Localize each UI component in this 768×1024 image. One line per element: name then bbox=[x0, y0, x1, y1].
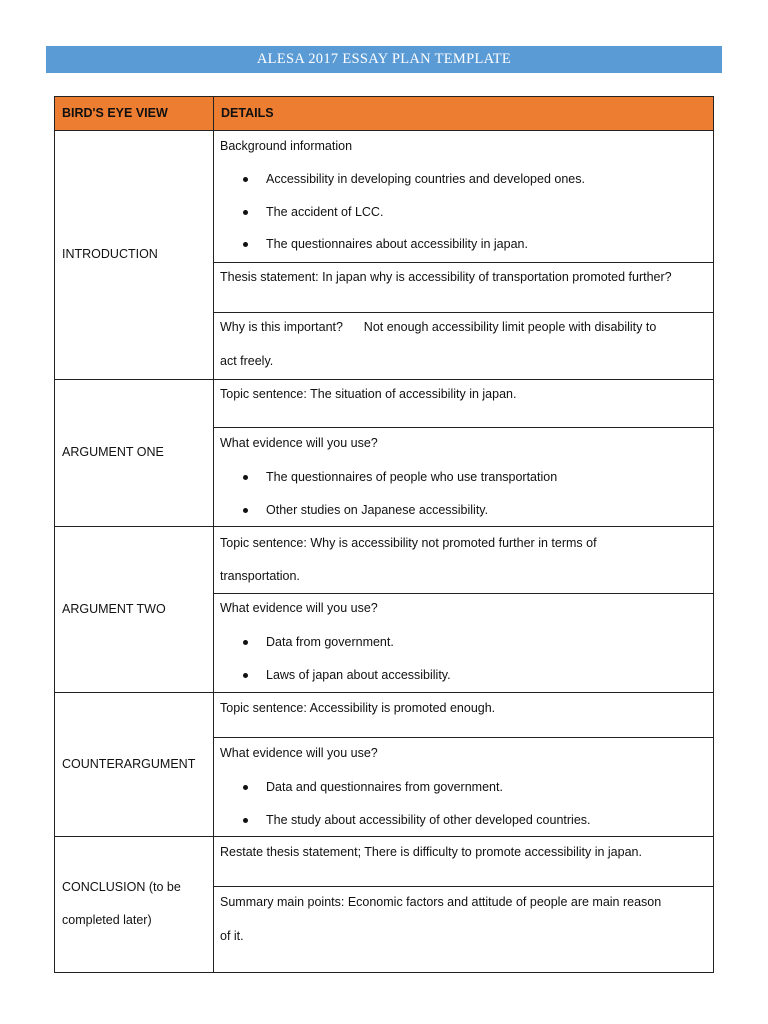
list-item: Other studies on Japanese accessibility. bbox=[266, 503, 489, 517]
restate-thesis: Restate thesis statement; There is difficulty to promote accessibility in japan. bbox=[220, 845, 642, 859]
section-label-argument-one: ARGUMENT ONE bbox=[62, 445, 164, 459]
section-label-conclusion-line-2: completed later) bbox=[62, 913, 152, 927]
thesis-statement: Thesis statement: In japan why is accessibility of transportation promoted further? bbox=[220, 270, 672, 284]
bullet-icon bbox=[243, 818, 248, 823]
bullet-icon bbox=[243, 640, 248, 645]
column-divider bbox=[213, 96, 214, 973]
evidence-heading: What evidence will you use? bbox=[220, 436, 378, 450]
bullet-icon bbox=[243, 785, 248, 790]
list-item: The study about accessibility of other developed countries. bbox=[266, 813, 591, 827]
list-item: Laws of japan about accessibility. bbox=[266, 668, 451, 682]
section-label-counterargument: COUNTERARGUMENT bbox=[62, 757, 196, 771]
summary-line-1: Summary main points: Economic factors and attitude of people are main reason bbox=[220, 895, 662, 909]
bullet-icon bbox=[243, 242, 248, 247]
importance-line-2: act freely. bbox=[220, 354, 274, 368]
bullet-icon bbox=[243, 177, 248, 182]
evidence-heading: What evidence will you use? bbox=[220, 746, 378, 760]
section-label-argument-two: ARGUMENT TWO bbox=[62, 602, 166, 616]
table-header-row bbox=[54, 96, 714, 131]
bullet-icon bbox=[243, 210, 248, 215]
list-item: Data and questionnaires from government. bbox=[266, 780, 503, 794]
importance-line-1: Why is this important? Not enough accessibility limit people with disability to bbox=[220, 320, 657, 334]
list-item: The accident of LCC. bbox=[266, 205, 384, 219]
bullet-icon bbox=[243, 475, 248, 480]
list-item: The questionnaires about accessibility in japan. bbox=[266, 237, 528, 251]
topic-sentence-line-2: transportation. bbox=[220, 569, 300, 583]
header-details: DETAILS bbox=[221, 106, 274, 120]
background-heading: Background information bbox=[220, 139, 353, 153]
section-label-conclusion-line-1: CONCLUSION (to be bbox=[62, 880, 181, 894]
topic-sentence-line-1: Topic sentence: Why is accessibility not promoted further in terms of bbox=[220, 536, 597, 550]
section-label-introduction: INTRODUCTION bbox=[62, 247, 158, 261]
topic-sentence: Topic sentence: The situation of accessibility in japan. bbox=[220, 387, 517, 401]
evidence-heading: What evidence will you use? bbox=[220, 601, 378, 615]
topic-sentence: Topic sentence: Accessibility is promoted enough. bbox=[220, 701, 496, 715]
list-item: Accessibility in developing countries and developed ones. bbox=[266, 172, 585, 186]
bullet-icon bbox=[243, 673, 248, 678]
summary-line-2: of it. bbox=[220, 929, 244, 943]
header-birds-eye-view: BIRD'S EYE VIEW bbox=[62, 106, 168, 120]
list-item: Data from government. bbox=[266, 635, 394, 649]
bullet-icon bbox=[243, 508, 248, 513]
document-title: ALESA 2017 ESSAY PLAN TEMPLATE bbox=[46, 46, 722, 73]
list-item: The questionnaires of people who use transportation bbox=[266, 470, 558, 484]
